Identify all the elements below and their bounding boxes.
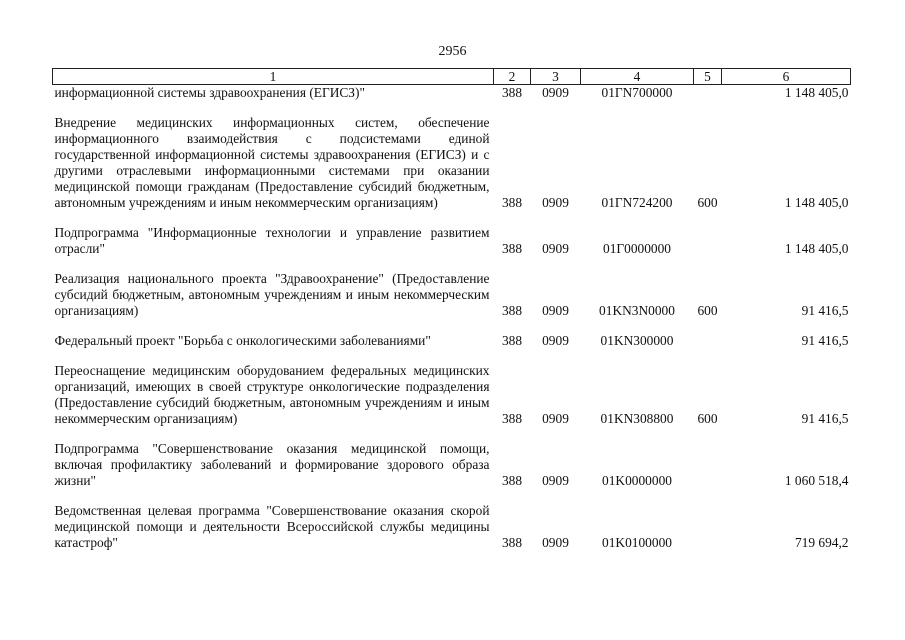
row-code-3: 0909: [542, 333, 569, 348]
table-row: [53, 319, 851, 349]
row-name: Ведомственная целевая программа "Совершенствование оказания скорой медицинской помощи и деятельности Всероссийской службы медицины катастроф": [54, 503, 490, 550]
row-code-4: 01KN3N0000: [599, 303, 675, 318]
row-code-5: [694, 85, 722, 102]
table-row: [53, 489, 851, 551]
row-code-3: 0909: [542, 85, 569, 100]
row-code-5: 600: [697, 195, 718, 210]
row-amount: 1 148 405,0: [784, 195, 849, 210]
row-amount: 1 060 518,4: [784, 473, 849, 488]
row-code-3: 0909: [542, 195, 569, 210]
column-header: 6: [722, 69, 851, 85]
table-row: [53, 349, 851, 427]
row-code-4: 01K0000000: [602, 473, 672, 488]
row-name: Переоснащение медицинским оборудованием федеральных медицинских организаций, имеющих в своей структуре онкологические подразделения (Предоставление субсидий бюджетным, автономным учреждениям и иным некоммерческим организациям): [54, 363, 490, 426]
row-code-5: [694, 489, 722, 551]
row-code-3: 0909: [542, 535, 569, 550]
row-code-3: 0909: [542, 411, 569, 426]
column-header: 2: [494, 69, 531, 85]
column-header: 4: [581, 69, 694, 85]
row-name: информационной системы здравоохранения (ЕГИСЗ)": [54, 85, 365, 100]
table-row: [53, 257, 851, 319]
row-code-3: 0909: [542, 303, 569, 318]
row-amount: 719 694,2: [794, 535, 849, 550]
row-code-4: 01K0100000: [602, 535, 672, 550]
row-code-3: 0909: [542, 241, 569, 256]
table-header: [53, 69, 851, 85]
row-code-2: 388: [501, 411, 523, 426]
column-header: 3: [531, 69, 581, 85]
row-amount: 91 416,5: [801, 411, 849, 426]
row-amount: 91 416,5: [801, 333, 849, 348]
row-amount: 1 148 405,0: [784, 85, 849, 100]
table-row: [53, 101, 851, 211]
row-amount: 1 148 405,0: [784, 241, 849, 256]
row-name: Внедрение медицинских информационных систем, обеспечение информационного взаимодействия с подсистемами единой государственной информационной системы здравоохранения (ЕГИСЗ) и с другими отраслевыми информационными системами при оказании медицинской помощи гражданам (Предоставление субсидий бюджетным, автономным учреждениям и иным некоммерческим организациям): [54, 115, 490, 210]
row-name: Подпрограмма "Совершенствование оказания медицинской помощи, включая профилактику заболеваний и формирование здорового образа жизни": [54, 441, 490, 488]
row-code-4: 01ГN724200: [601, 195, 673, 210]
row-code-4: 01KN308800: [600, 411, 674, 426]
row-code-2: 388: [501, 333, 523, 348]
row-code-3: 0909: [542, 473, 569, 488]
row-amount: 91 416,5: [801, 303, 849, 318]
budget-table: [52, 68, 851, 551]
row-code-2: 388: [501, 535, 523, 550]
table-row: [53, 427, 851, 489]
row-code-5: [694, 211, 722, 257]
column-header: 1: [53, 69, 494, 85]
row-code-5: 600: [697, 303, 718, 318]
column-header: 5: [694, 69, 722, 85]
row-code-2: 388: [501, 303, 523, 318]
row-code-5: [694, 427, 722, 489]
row-code-2: 388: [501, 241, 523, 256]
page-number: 2956: [438, 44, 467, 59]
row-code-4: 01KN300000: [600, 333, 674, 348]
row-name: Реализация национального проекта "Здравоохранение" (Предоставление субсидий бюджетным, автономным учреждениям и иным некоммерческим организациям): [54, 271, 490, 318]
row-name: Федеральный проект "Борьба с онкологическими заболеваниями": [54, 333, 431, 348]
row-code-2: 388: [501, 85, 523, 100]
row-code-5: [694, 319, 722, 349]
row-code-4: 01Г0000000: [603, 241, 671, 256]
row-code-2: 388: [501, 473, 523, 488]
row-code-5: 600: [697, 411, 718, 426]
table-row: [53, 85, 851, 102]
row-code-4: 01ГN700000: [601, 85, 673, 100]
row-code-2: 388: [501, 195, 523, 210]
row-name: Подпрограмма "Информационные технологии и управление развитием отрасли": [54, 225, 490, 256]
table-row: [53, 211, 851, 257]
